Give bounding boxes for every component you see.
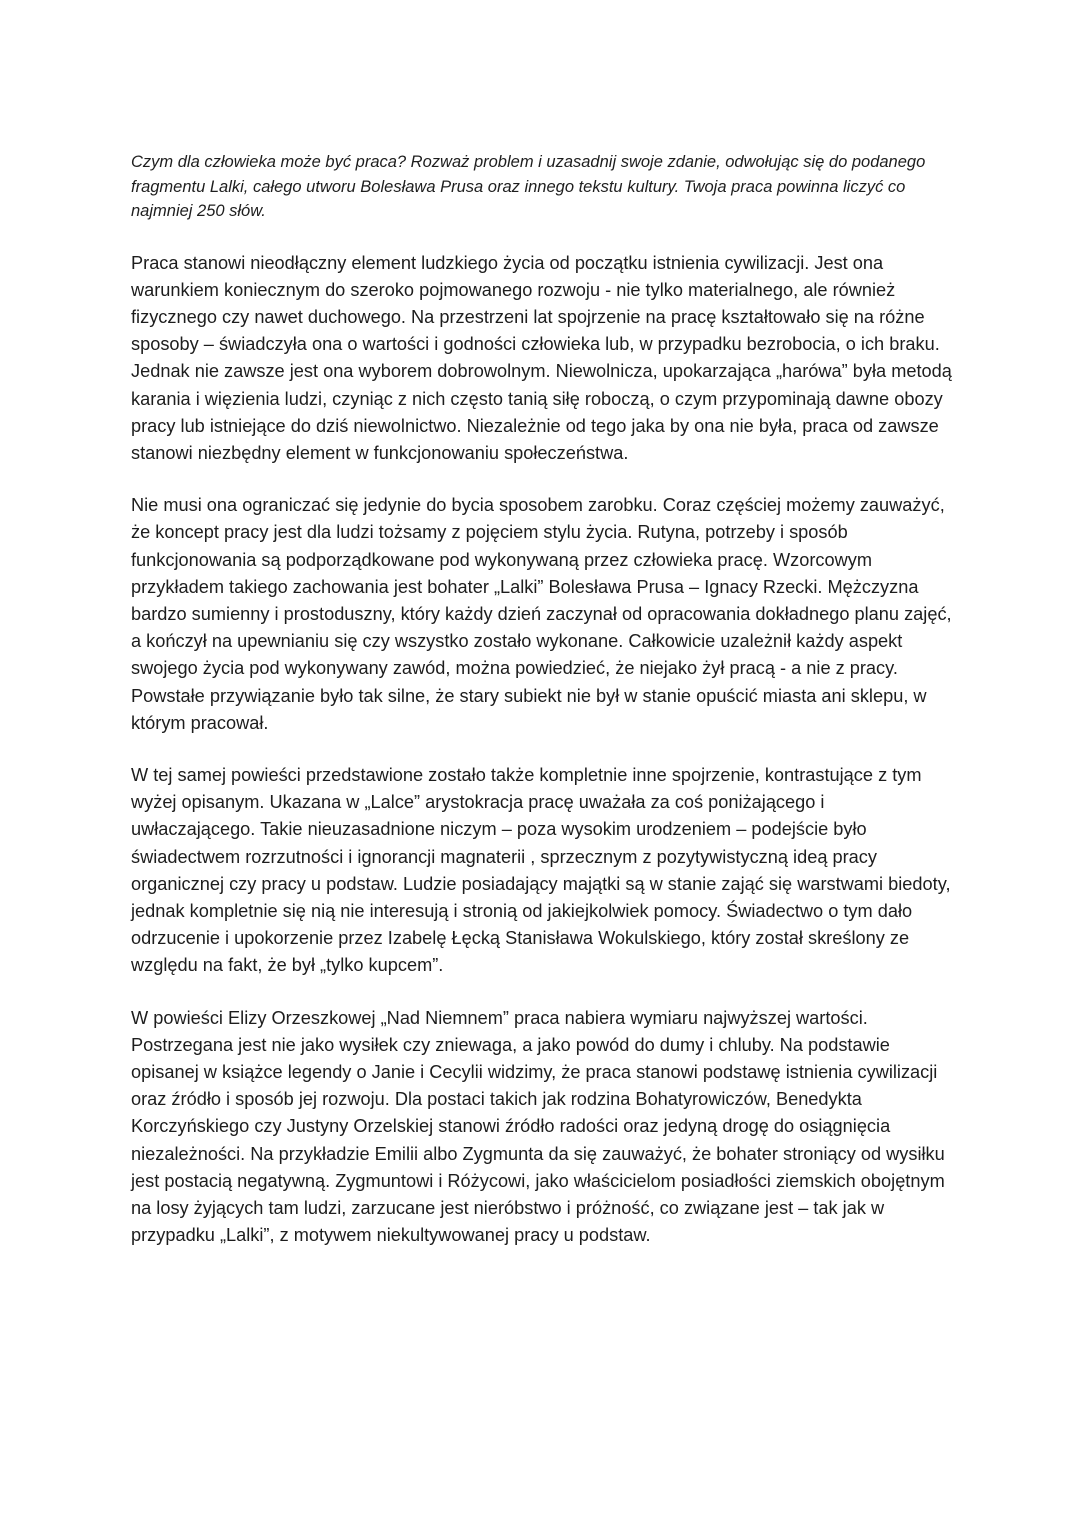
- essay-prompt: Czym dla człowieka może być praca? Rozważ problem i uzasadnij swoje zdanie, odwołując się do podanego fragmentu Lalki, całego utworu Bolesława Prusa oraz innego tekstu kultury. Twoja praca powinna liczyć co najmniej 250 słów.: [131, 153, 926, 220]
- essay-paragraph-2: Nie musi ona ograniczać się jedynie do bycia sposobem zarobku. Coraz częściej możemy zauważyć, że koncept pracy jest dla ludzi tożsamy z pojęciem stylu życia. Rutyna, potrzeby i sposób funkcjonowania są podporządkowane pod wykonywaną przez człowieka pracę. Wzorcowym przykładem takiego zachowania jest bohater „Lalki” Bolesława Prusa – Ignacy Rzecki. Mężczyzna bardzo sumienny i prostoduszny, który każdy dzień zaczynał od opracowania dokładnego planu zajęć, a kończył na upewnianiu się czy wszystko zostało wykonane. Całkowicie uzależnił każdy aspekt swojego życia pod wykonywany zawód, można powiedzieć, że niejako żył pracą - a nie z pracy. Powstałe przywiązanie było tak silne, że stary subiekt nie był w stanie opuścić miasta ani sklepu, w którym pracował.: [131, 495, 952, 733]
- essay-paragraph-4: W powieści Elizy Orzeszkowej „Nad Niemnem” praca nabiera wymiaru najwyższej wartości. Postrzegana jest nie jako wysiłek czy zniewaga, a jako powód do dumy i chluby. Na podstawie opisanej w książce legendy o Janie i Cecylii widzimy, że praca stanowi podstawę istnienia cywilizacji oraz źródło i sposób jej rozwoju. Dla postaci takich jak rodzina Bohatyrowiczów, Benedykta Korczyńskiego czy Justyny Orzelskiej stanowi źródło radości oraz jedyną drogę do osiągnięcia niezależności. Na przykładzie Emilii albo Zygmunta da się zauważyć, że bohater stroniący od wysiłku jest postacią negatywną. Zygmuntowi i Różycowi, jako właścicielom posiadłości ziemskich obojętnym na losy żyjących tam ludzi, zarzucane jest nieróbstwo i próżność, co związane jest – tak jak w przypadku „Lalki”, z motywem niekultywowanej pracy u podstaw.: [131, 1007, 945, 1246]
- essay-paragraph-1: Praca stanowi nieodłączny element ludzkiego życia od początku istnienia cywilizacji. Jest ona warunkiem koniecznym do szeroko pojmowanego rozwoju - nie tylko materialnego, ale również fizycznego czy nawet duchowego. Na przestrzeni lat spojrzenie na pracę kształtowało się na różne sposoby – świadczyła ona o wartości i godności człowieka lub, w przypadku bezrobocia, o ich braku. Jednak nie zawsze jest ona wyborem dobrowolnym. Niewolnicza, upokarzająca „harówa” była metodą karania i więzienia ludzi, czyniąc z nich często tanią siłę roboczą, o czym przypominają dawne obozy pracy lub istniejące do dziś niewolnictwo. Niezależnie od tego jaka by ona nie była, praca od zawsze stanowi niezbędny element w funkcjonowaniu społeczeństwa.: [131, 252, 952, 463]
- essay-paragraph-3: W tej samej powieści przedstawione zostało także kompletnie inne spojrzenie, kontrastujące z tym wyżej opisanym. Ukazana w „Lalce” arystokracja pracę uważała za coś poniżającego i uwłaczającego. Takie nieuzasadnione niczym – poza wysokim urodzeniem – podejście było świadectwem rozrzutności i ignorancji magnaterii , sprzecznym z pozytywistyczną ideą pracy organicznej czy pracy u podstaw. Ludzie posiadający majątki są w stanie zająć się warstwami biedoty, jednak kompletnie się nią nie interesują i stronią od jakiejkolwiek pomocy. Świadectwo o tym dało odrzucenie i upokorzenie przez Izabelę Łęcką Stanisława Wokulskiego, który został skreślony ze względu na fakt, że był „tylko kupcem”.: [131, 764, 951, 976]
